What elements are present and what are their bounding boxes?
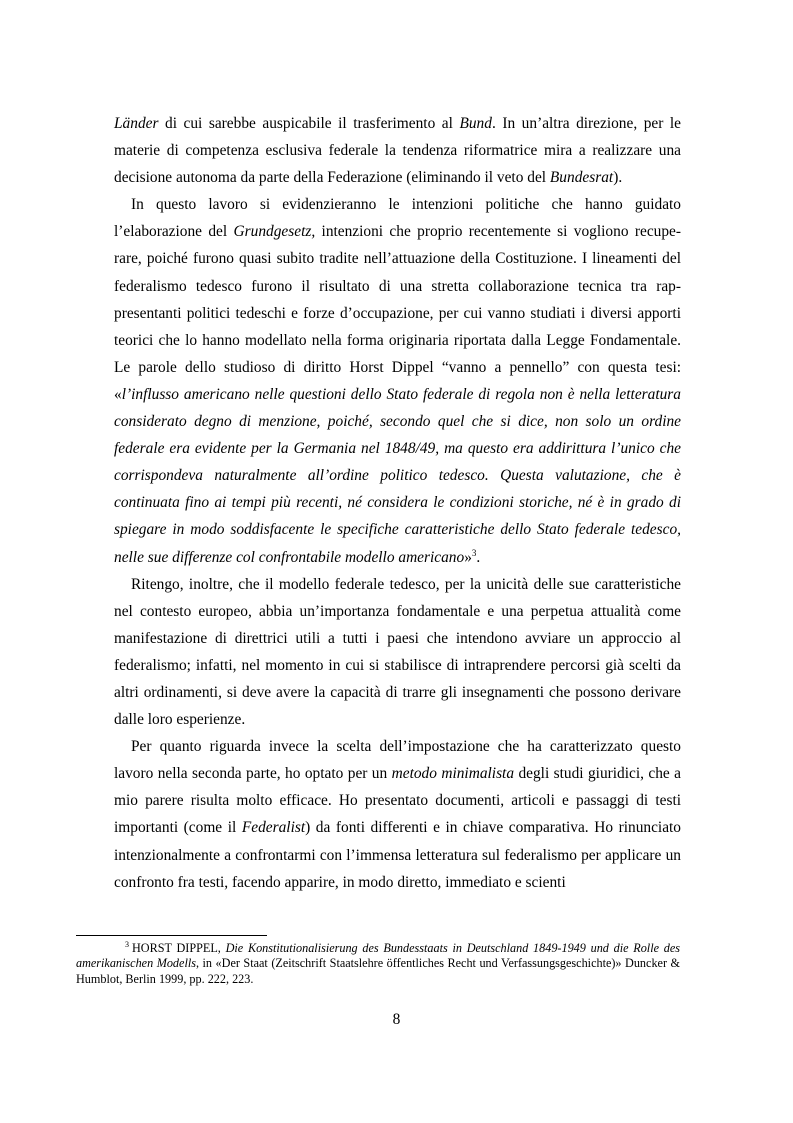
paragraph <box>114 733 681 896</box>
footnote-separator <box>76 935 267 936</box>
footnote <box>76 941 680 987</box>
footnote-text <box>76 941 680 986</box>
italic-text: Die Konstitutionalisierung des Bundesstaats in Deutschland 1849-1949 und die Rolle des amerikanischen Modells <box>76 941 680 971</box>
footnote-reference: 3 <box>471 547 477 558</box>
text-run: . <box>476 548 481 566</box>
italic-text: l’influsso americano nelle questioni dello Stato federale di regola non è nella letteratura considerato degno di menzione, poiché, secondo quel che si dice, non solo un ordine federale era evidente per la Germania nel 1848/49, ma questo era addirittura l’unico che corrispondeva naturalmente all’ordine politico tedesco. Questa valutazione, che è continuata fino ai tempi più recenti, né considera le condizioni storiche, né è in grado di spiegare in modo soddisfacente le specifiche caratteristiche dello Stato federale tedesco, nelle sue differenze col confrontabile modello americano <box>114 385 681 566</box>
text-run: di cui sarebbe auspicabile il trasferimento al <box>158 115 460 132</box>
text-run: degli studi giuridici, che a mio parere risulta molto efficace. Ho presentato documenti, articoli e passaggi di testi importanti (come il <box>114 765 681 837</box>
text-run: intenzioni che proprio recentemente si vogliono recuperare, poiché furono quasi subito tradite nell’attuazione della Costituzione. I lineamenti del federalismo tedesco furono il risultato di una stretta collaborazione tecnica tra rappresentanti politici tedeschi e forze d’occupazione, per cui vanno studiati i diversi apporti teorici che lo hanno modellato nella forma originaria riportata dalla Legge Fondamentale. Le parole dello studioso di diritto Horst Dippel “vanno a pennello” con questa tesi: « <box>114 223 682 403</box>
text-run: Ritengo, inoltre, che il modello federale tedesco, per la unicità delle sue caratteristiche nel contesto europeo, abbia un’importanza fondamentale e una perpetua attualità come manifestazione di direttrici utili a tutti i paesi che intendono avviare un approccio al federalismo; infatti, nel momento in cui si stabilisce di intraprendere percorsi già scelti da altri ordinamenti, si deve avere la capacità di trarre gli insegnamenti che possono derivare dalle loro esperienze. <box>114 575 681 729</box>
text-run: » <box>464 548 472 566</box>
body-text <box>114 110 681 896</box>
page-number: 8 <box>392 1011 401 1028</box>
italic-text: Federalist <box>241 819 306 837</box>
italic-text: Grundgesetz, <box>233 223 316 241</box>
paragraph <box>114 571 681 734</box>
italic-text: Bundesrat <box>549 169 614 187</box>
text-run: In questo lavoro si evidenzieranno le intenzioni politiche che hanno guidato l’elaborazione del <box>114 196 681 241</box>
footnote-marker <box>76 941 132 956</box>
italic-text: Länder <box>114 115 159 132</box>
italic-text: Bund <box>459 115 492 132</box>
text-run: , in «Der Staat (Zeitschrift Staatslehre öffentliches Recht und Verfassungsgeschichte)» Duncker & Humblot, Berlin 1999, pp. 222, 223. <box>76 956 681 986</box>
footnote-number: 3 <box>125 939 129 949</box>
italic-text: metodo minimalista <box>391 765 515 783</box>
text-run: ) da fonti differenti e in chiave comparativa. Ho rinunciato intenzionalmente a confrontarmi con l’immensa letteratura sul federalismo per applicare un confronto fra testi, facendo apparire, in modo diretto, immediato e scienti <box>114 819 682 891</box>
paragraph <box>114 110 681 191</box>
text-run: ). <box>613 169 623 187</box>
text-run: HORST DIPPEL, <box>132 941 226 955</box>
paragraph <box>114 191 681 570</box>
text-run: Per quanto riguarda invece la scelta dell’impostazione che ha caratterizzato questo lavoro nella seconda parte, ho optato per un <box>114 738 681 783</box>
text-run: . In un’altra direzione, per le materie di competenza esclusiva federale la tendenza riformatrice mira a realizzare una decisione autonoma da parte della Federazione (eliminando il veto del <box>114 115 682 187</box>
